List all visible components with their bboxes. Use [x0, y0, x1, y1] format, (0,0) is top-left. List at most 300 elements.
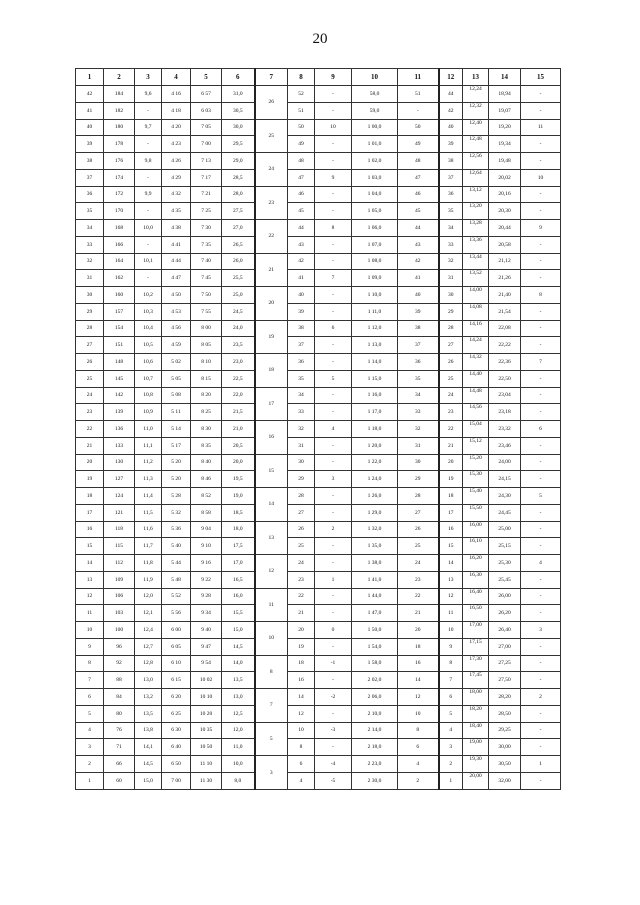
cell-col-3: 10,2 — [135, 287, 162, 304]
cell-col-15: - — [521, 672, 561, 689]
cell-col-8: 29 — [288, 471, 315, 488]
cell-col-10: 1 24,0 — [352, 471, 398, 488]
cell-col-11: 29 — [398, 471, 439, 488]
cell-col-11: 38 — [398, 320, 439, 337]
cell-col-2: 121 — [104, 504, 135, 521]
cell-col-12: 13 — [439, 571, 463, 588]
cell-col-4: 4 50 — [162, 287, 191, 304]
cell-col-8: 35 — [288, 370, 315, 387]
cell-col-9: - — [315, 387, 352, 404]
cell-col-1: 9 — [76, 638, 104, 655]
cell-col-2: 151 — [104, 337, 135, 354]
cell-col-15: 10 — [521, 169, 561, 186]
cell-col-15: - — [521, 86, 561, 103]
cell-col-15: - — [521, 504, 561, 521]
cell-col-9: 5 — [315, 370, 352, 387]
cell-col-4: 5 20 — [162, 471, 191, 488]
cell-col-11: - — [398, 102, 439, 119]
cell-col-2: 92 — [104, 655, 135, 672]
cell-col-7: 17 — [255, 387, 288, 421]
cell-col-2: 168 — [104, 220, 135, 237]
cell-col-9: - — [315, 605, 352, 622]
cell-col-9: - — [315, 488, 352, 505]
cell-col-8: 18 — [288, 655, 315, 672]
cell-col-6: 27,0 — [222, 220, 255, 237]
cell-col-9: - — [315, 672, 352, 689]
cell-col-15: - — [521, 588, 561, 605]
cell-col-2: 142 — [104, 387, 135, 404]
cell-col-12: 34 — [439, 220, 463, 237]
cell-col-4: 5 11 — [162, 404, 191, 421]
cell-col-8: 16 — [288, 672, 315, 689]
cell-col-4: 7 00 — [162, 772, 191, 789]
cell-col-5: 9 34 — [191, 605, 222, 622]
cell-col-15: - — [521, 253, 561, 270]
cell-col-9: - — [315, 337, 352, 354]
cell-col-9: 4 — [315, 421, 352, 438]
cell-col-3: 11,0 — [135, 421, 162, 438]
cell-col-11: 51 — [398, 86, 439, 103]
cell-col-10: 1 20,0 — [352, 437, 398, 454]
cell-col-11: 43 — [398, 236, 439, 253]
cell-col-3: 10,5 — [135, 337, 162, 354]
cell-col-3: 13,0 — [135, 672, 162, 689]
cell-col-5: 7 05 — [191, 119, 222, 136]
cell-col-10: 1 35,0 — [352, 538, 398, 555]
cell-col-8: 32 — [288, 421, 315, 438]
cell-col-13: 14,40 — [463, 370, 489, 387]
cell-col-14: 19,07 — [489, 102, 521, 119]
cell-col-15: - — [521, 303, 561, 320]
table-row — [76, 370, 561, 387]
table-row — [76, 622, 561, 639]
cell-col-15: - — [521, 705, 561, 722]
cell-col-2: 106 — [104, 588, 135, 605]
column-header-6: 6 — [222, 69, 255, 86]
cell-col-10: 1 54,0 — [352, 638, 398, 655]
cell-col-1: 39 — [76, 136, 104, 153]
cell-col-8: 51 — [288, 102, 315, 119]
cell-col-3: 12,8 — [135, 655, 162, 672]
cell-col-15: - — [521, 772, 561, 789]
cell-col-1: 23 — [76, 404, 104, 421]
cell-col-13: 17,00 — [463, 622, 489, 639]
cell-col-12: 1 — [439, 772, 463, 789]
cell-col-2: 71 — [104, 739, 135, 756]
cell-col-5: 8 58 — [191, 504, 222, 521]
cell-col-8: 47 — [288, 169, 315, 186]
cell-col-9: - — [315, 638, 352, 655]
cell-col-2: 154 — [104, 320, 135, 337]
cell-col-4: 4 47 — [162, 270, 191, 287]
cell-col-14: 30,50 — [489, 756, 521, 773]
cell-col-6: 29,5 — [222, 136, 255, 153]
cell-col-2: 124 — [104, 488, 135, 505]
table-row — [76, 203, 561, 220]
cell-col-14: 26,40 — [489, 622, 521, 639]
cell-col-13: 14,24 — [463, 337, 489, 354]
cell-col-12: 19 — [439, 471, 463, 488]
cell-col-13: 14,32 — [463, 354, 489, 371]
cell-col-13: 16,00 — [463, 521, 489, 538]
table-row — [76, 655, 561, 672]
table-row — [76, 337, 561, 354]
cell-col-7: 10 — [255, 622, 288, 656]
cell-col-8: 24 — [288, 555, 315, 572]
cell-col-3: 11,8 — [135, 555, 162, 572]
cell-col-11: 30 — [398, 454, 439, 471]
cell-col-8: 26 — [288, 521, 315, 538]
cell-col-13: 12,48 — [463, 136, 489, 153]
cell-col-3: 11,2 — [135, 454, 162, 471]
cell-col-2: 172 — [104, 186, 135, 203]
cell-col-11: 23 — [398, 571, 439, 588]
cell-col-14: 20,44 — [489, 220, 521, 237]
cell-col-3: - — [135, 102, 162, 119]
column-header-5: 5 — [191, 69, 222, 86]
cell-col-9: - — [315, 705, 352, 722]
table-row — [76, 756, 561, 773]
cell-col-3: 10,4 — [135, 320, 162, 337]
cell-col-12: 39 — [439, 136, 463, 153]
cell-col-9: 3 — [315, 471, 352, 488]
cell-col-4: 5 28 — [162, 488, 191, 505]
cell-col-1: 31 — [76, 270, 104, 287]
cell-col-11: 10 — [398, 705, 439, 722]
cell-col-1: 14 — [76, 555, 104, 572]
cell-col-5: 10 50 — [191, 739, 222, 756]
table-row — [76, 404, 561, 421]
cell-col-1: 30 — [76, 287, 104, 304]
cell-col-11: 35 — [398, 370, 439, 387]
cell-col-10: 1 16,0 — [352, 387, 398, 404]
cell-col-12: 27 — [439, 337, 463, 354]
cell-col-14: 24,00 — [489, 454, 521, 471]
cell-col-6: 24,5 — [222, 303, 255, 320]
cell-col-13: 13,12 — [463, 186, 489, 203]
cell-col-13: 19,00 — [463, 739, 489, 756]
cell-col-6: 14,0 — [222, 655, 255, 672]
cell-col-11: 20 — [398, 622, 439, 639]
cell-col-15: - — [521, 186, 561, 203]
cell-col-8: 4 — [288, 772, 315, 789]
cell-col-1: 3 — [76, 739, 104, 756]
cell-col-1: 18 — [76, 488, 104, 505]
cell-col-8: 10 — [288, 722, 315, 739]
page-number: 20 — [312, 31, 328, 47]
cell-col-6: 24,0 — [222, 320, 255, 337]
cell-col-7: 24 — [255, 153, 288, 187]
cell-col-8: 20 — [288, 622, 315, 639]
cell-col-9: -5 — [315, 772, 352, 789]
cell-col-11: 8 — [398, 722, 439, 739]
cell-col-11: 36 — [398, 354, 439, 371]
cell-col-6: 18,5 — [222, 504, 255, 521]
cell-col-3: 10,1 — [135, 253, 162, 270]
cell-col-8: 25 — [288, 538, 315, 555]
cell-col-4: 4 32 — [162, 186, 191, 203]
cell-col-9: - — [315, 102, 352, 119]
cell-col-6: 17,0 — [222, 555, 255, 572]
cell-col-5: 9 10 — [191, 538, 222, 555]
cell-col-3: 9,6 — [135, 86, 162, 103]
cell-col-5: 9 28 — [191, 588, 222, 605]
cell-col-4: 5 17 — [162, 437, 191, 454]
cell-col-9: - — [315, 454, 352, 471]
cell-col-2: 148 — [104, 354, 135, 371]
cell-col-13: 16,50 — [463, 605, 489, 622]
cell-col-4: 4 20 — [162, 119, 191, 136]
cell-col-13: 14,16 — [463, 320, 489, 337]
cell-col-8: 21 — [288, 605, 315, 622]
cell-col-9: -3 — [315, 722, 352, 739]
cell-col-4: 5 40 — [162, 538, 191, 555]
table-row — [76, 153, 561, 170]
cell-col-13: 14,08 — [463, 303, 489, 320]
table-row — [76, 136, 561, 153]
cell-col-11: 6 — [398, 739, 439, 756]
table-row — [76, 471, 561, 488]
cell-col-12: 33 — [439, 236, 463, 253]
cell-col-5: 8 00 — [191, 320, 222, 337]
cell-col-8: 27 — [288, 504, 315, 521]
cell-col-12: 44 — [439, 86, 463, 103]
cell-col-5: 7 00 — [191, 136, 222, 153]
cell-col-8: 8 — [288, 739, 315, 756]
cell-col-4: 4 23 — [162, 136, 191, 153]
table-row — [76, 354, 561, 371]
cell-col-13: 17,45 — [463, 672, 489, 689]
cell-col-4: 5 36 — [162, 521, 191, 538]
cell-col-11: 32 — [398, 421, 439, 438]
cell-col-13: 12,56 — [463, 153, 489, 170]
cell-col-14: 27,25 — [489, 655, 521, 672]
cell-col-9: 1 — [315, 571, 352, 588]
cell-col-10: 1 09,0 — [352, 270, 398, 287]
cell-col-15: 7 — [521, 354, 561, 371]
cell-col-15: 8 — [521, 287, 561, 304]
cell-col-6: 26,5 — [222, 236, 255, 253]
cell-col-11: 42 — [398, 253, 439, 270]
cell-col-14: 29,25 — [489, 722, 521, 739]
cell-col-12: 40 — [439, 119, 463, 136]
cell-col-6: 19,0 — [222, 488, 255, 505]
cell-col-9: - — [315, 203, 352, 220]
table-row — [76, 504, 561, 521]
cell-col-4: 4 59 — [162, 337, 191, 354]
cell-col-10: 1 41,0 — [352, 571, 398, 588]
cell-col-5: 7 30 — [191, 220, 222, 237]
cell-col-1: 37 — [76, 169, 104, 186]
cell-col-14: 21,54 — [489, 303, 521, 320]
cell-col-14: 26,00 — [489, 588, 521, 605]
cell-col-5: 7 40 — [191, 253, 222, 270]
cell-col-14: 25,30 — [489, 555, 521, 572]
cell-col-7: 23 — [255, 186, 288, 220]
cell-col-14: 19,20 — [489, 119, 521, 136]
cell-col-5: 9 16 — [191, 555, 222, 572]
cell-col-10: 1 05,0 — [352, 203, 398, 220]
cell-col-6: 25,0 — [222, 287, 255, 304]
column-header-2: 2 — [104, 69, 135, 86]
cell-col-1: 6 — [76, 689, 104, 706]
cell-col-4: 5 52 — [162, 588, 191, 605]
cell-col-12: 21 — [439, 437, 463, 454]
cell-col-2: 136 — [104, 421, 135, 438]
cell-col-3: 13,8 — [135, 722, 162, 739]
cell-col-5: 11 10 — [191, 756, 222, 773]
cell-col-11: 2 — [398, 772, 439, 789]
cell-col-9: - — [315, 86, 352, 103]
cell-col-3: - — [135, 203, 162, 220]
cell-col-1: 1 — [76, 772, 104, 789]
cell-col-11: 48 — [398, 153, 439, 170]
cell-col-1: 36 — [76, 186, 104, 203]
cell-col-1: 25 — [76, 370, 104, 387]
cell-col-11: 25 — [398, 538, 439, 555]
cell-col-1: 13 — [76, 571, 104, 588]
cell-col-5: 7 35 — [191, 236, 222, 253]
cell-col-9: 8 — [315, 220, 352, 237]
cell-col-15: 6 — [521, 421, 561, 438]
cell-col-6: 23,0 — [222, 354, 255, 371]
cell-col-5: 6 03 — [191, 102, 222, 119]
cell-col-1: 28 — [76, 320, 104, 337]
cell-col-2: 115 — [104, 538, 135, 555]
cell-col-9: - — [315, 739, 352, 756]
table-row — [76, 571, 561, 588]
cell-col-9: - — [315, 153, 352, 170]
cell-col-1: 7 — [76, 672, 104, 689]
cell-col-12: 24 — [439, 387, 463, 404]
cell-col-5: 10 35 — [191, 722, 222, 739]
cell-col-14: 24,30 — [489, 488, 521, 505]
table-row — [76, 538, 561, 555]
cell-col-12: 20 — [439, 454, 463, 471]
cell-col-15: - — [521, 270, 561, 287]
cell-col-11: 45 — [398, 203, 439, 220]
cell-col-6: 21,5 — [222, 404, 255, 421]
cell-col-1: 12 — [76, 588, 104, 605]
cell-col-6: 29,0 — [222, 153, 255, 170]
cell-col-15: 1 — [521, 756, 561, 773]
cell-col-15: - — [521, 638, 561, 655]
cell-col-1: 2 — [76, 756, 104, 773]
cell-col-9: -4 — [315, 756, 352, 773]
cell-col-10: 2 23,0 — [352, 756, 398, 773]
cell-col-11: 26 — [398, 521, 439, 538]
cell-col-10: 2 30,0 — [352, 772, 398, 789]
cell-col-4: 4 18 — [162, 102, 191, 119]
cell-col-9: - — [315, 186, 352, 203]
cell-col-12: 9 — [439, 638, 463, 655]
cell-col-11: 14 — [398, 672, 439, 689]
table-row — [76, 521, 561, 538]
cell-col-10: 1 12,0 — [352, 320, 398, 337]
table-row — [76, 722, 561, 739]
table-row — [76, 689, 561, 706]
cell-col-10: 1 15,0 — [352, 370, 398, 387]
cell-col-2: 88 — [104, 672, 135, 689]
cell-col-5: 9 47 — [191, 638, 222, 655]
cell-col-10: 1 10,0 — [352, 287, 398, 304]
cell-col-10: 1 00,0 — [352, 119, 398, 136]
table-row — [76, 186, 561, 203]
cell-col-6: 21,0 — [222, 421, 255, 438]
cell-col-1: 16 — [76, 521, 104, 538]
cell-col-10: 1 44,0 — [352, 588, 398, 605]
cell-col-12: 18 — [439, 488, 463, 505]
cell-col-12: 4 — [439, 722, 463, 739]
cell-col-1: 40 — [76, 119, 104, 136]
cell-col-11: 16 — [398, 655, 439, 672]
cell-col-8: 31 — [288, 437, 315, 454]
cell-col-13: 12,24 — [463, 86, 489, 103]
table-row — [76, 739, 561, 756]
cell-col-3: 11,6 — [135, 521, 162, 538]
cell-col-12: 12 — [439, 588, 463, 605]
cell-col-1: 4 — [76, 722, 104, 739]
cell-col-12: 14 — [439, 555, 463, 572]
cell-col-12: 23 — [439, 404, 463, 421]
cell-col-9: - — [315, 354, 352, 371]
cell-col-12: 29 — [439, 303, 463, 320]
cell-col-2: 84 — [104, 689, 135, 706]
cell-col-1: 21 — [76, 437, 104, 454]
cell-col-3: 9,8 — [135, 153, 162, 170]
cell-col-14: 22,08 — [489, 320, 521, 337]
cell-col-1: 32 — [76, 253, 104, 270]
cell-col-8: 23 — [288, 571, 315, 588]
table-row — [76, 454, 561, 471]
cell-col-6: 19,5 — [222, 471, 255, 488]
cell-col-4: 5 20 — [162, 454, 191, 471]
cell-col-12: 8 — [439, 655, 463, 672]
cell-col-15: - — [521, 387, 561, 404]
cell-col-13: 15,50 — [463, 504, 489, 521]
cell-col-9: - — [315, 437, 352, 454]
cell-col-8: 38 — [288, 320, 315, 337]
cell-col-8: 36 — [288, 354, 315, 371]
cell-col-11: 46 — [398, 186, 439, 203]
cell-col-10: 1 02,0 — [352, 153, 398, 170]
cell-col-3: 12,0 — [135, 588, 162, 605]
cell-col-15: - — [521, 437, 561, 454]
cell-col-13: 17,30 — [463, 655, 489, 672]
cell-col-3: 11,7 — [135, 538, 162, 555]
cell-col-4: 4 29 — [162, 169, 191, 186]
cell-col-12: 17 — [439, 504, 463, 521]
cell-col-10: 2 06,0 — [352, 689, 398, 706]
cell-col-10: 58,0 — [352, 86, 398, 103]
cell-col-4: 6 10 — [162, 655, 191, 672]
cell-col-13: 13,52 — [463, 270, 489, 287]
cell-col-13: 13,28 — [463, 220, 489, 237]
column-header-14: 14 — [489, 69, 521, 86]
cell-col-9: - — [315, 404, 352, 421]
cell-col-14: 23,46 — [489, 437, 521, 454]
table-row — [76, 437, 561, 454]
cell-col-15: - — [521, 521, 561, 538]
cell-col-13: 18,40 — [463, 722, 489, 739]
cell-col-5: 9 40 — [191, 622, 222, 639]
cell-col-5: 7 13 — [191, 153, 222, 170]
cell-col-14: 25,45 — [489, 571, 521, 588]
cell-col-15: 2 — [521, 689, 561, 706]
cell-col-4: 5 32 — [162, 504, 191, 521]
cell-col-9: 10 — [315, 119, 352, 136]
cell-col-15: - — [521, 136, 561, 153]
